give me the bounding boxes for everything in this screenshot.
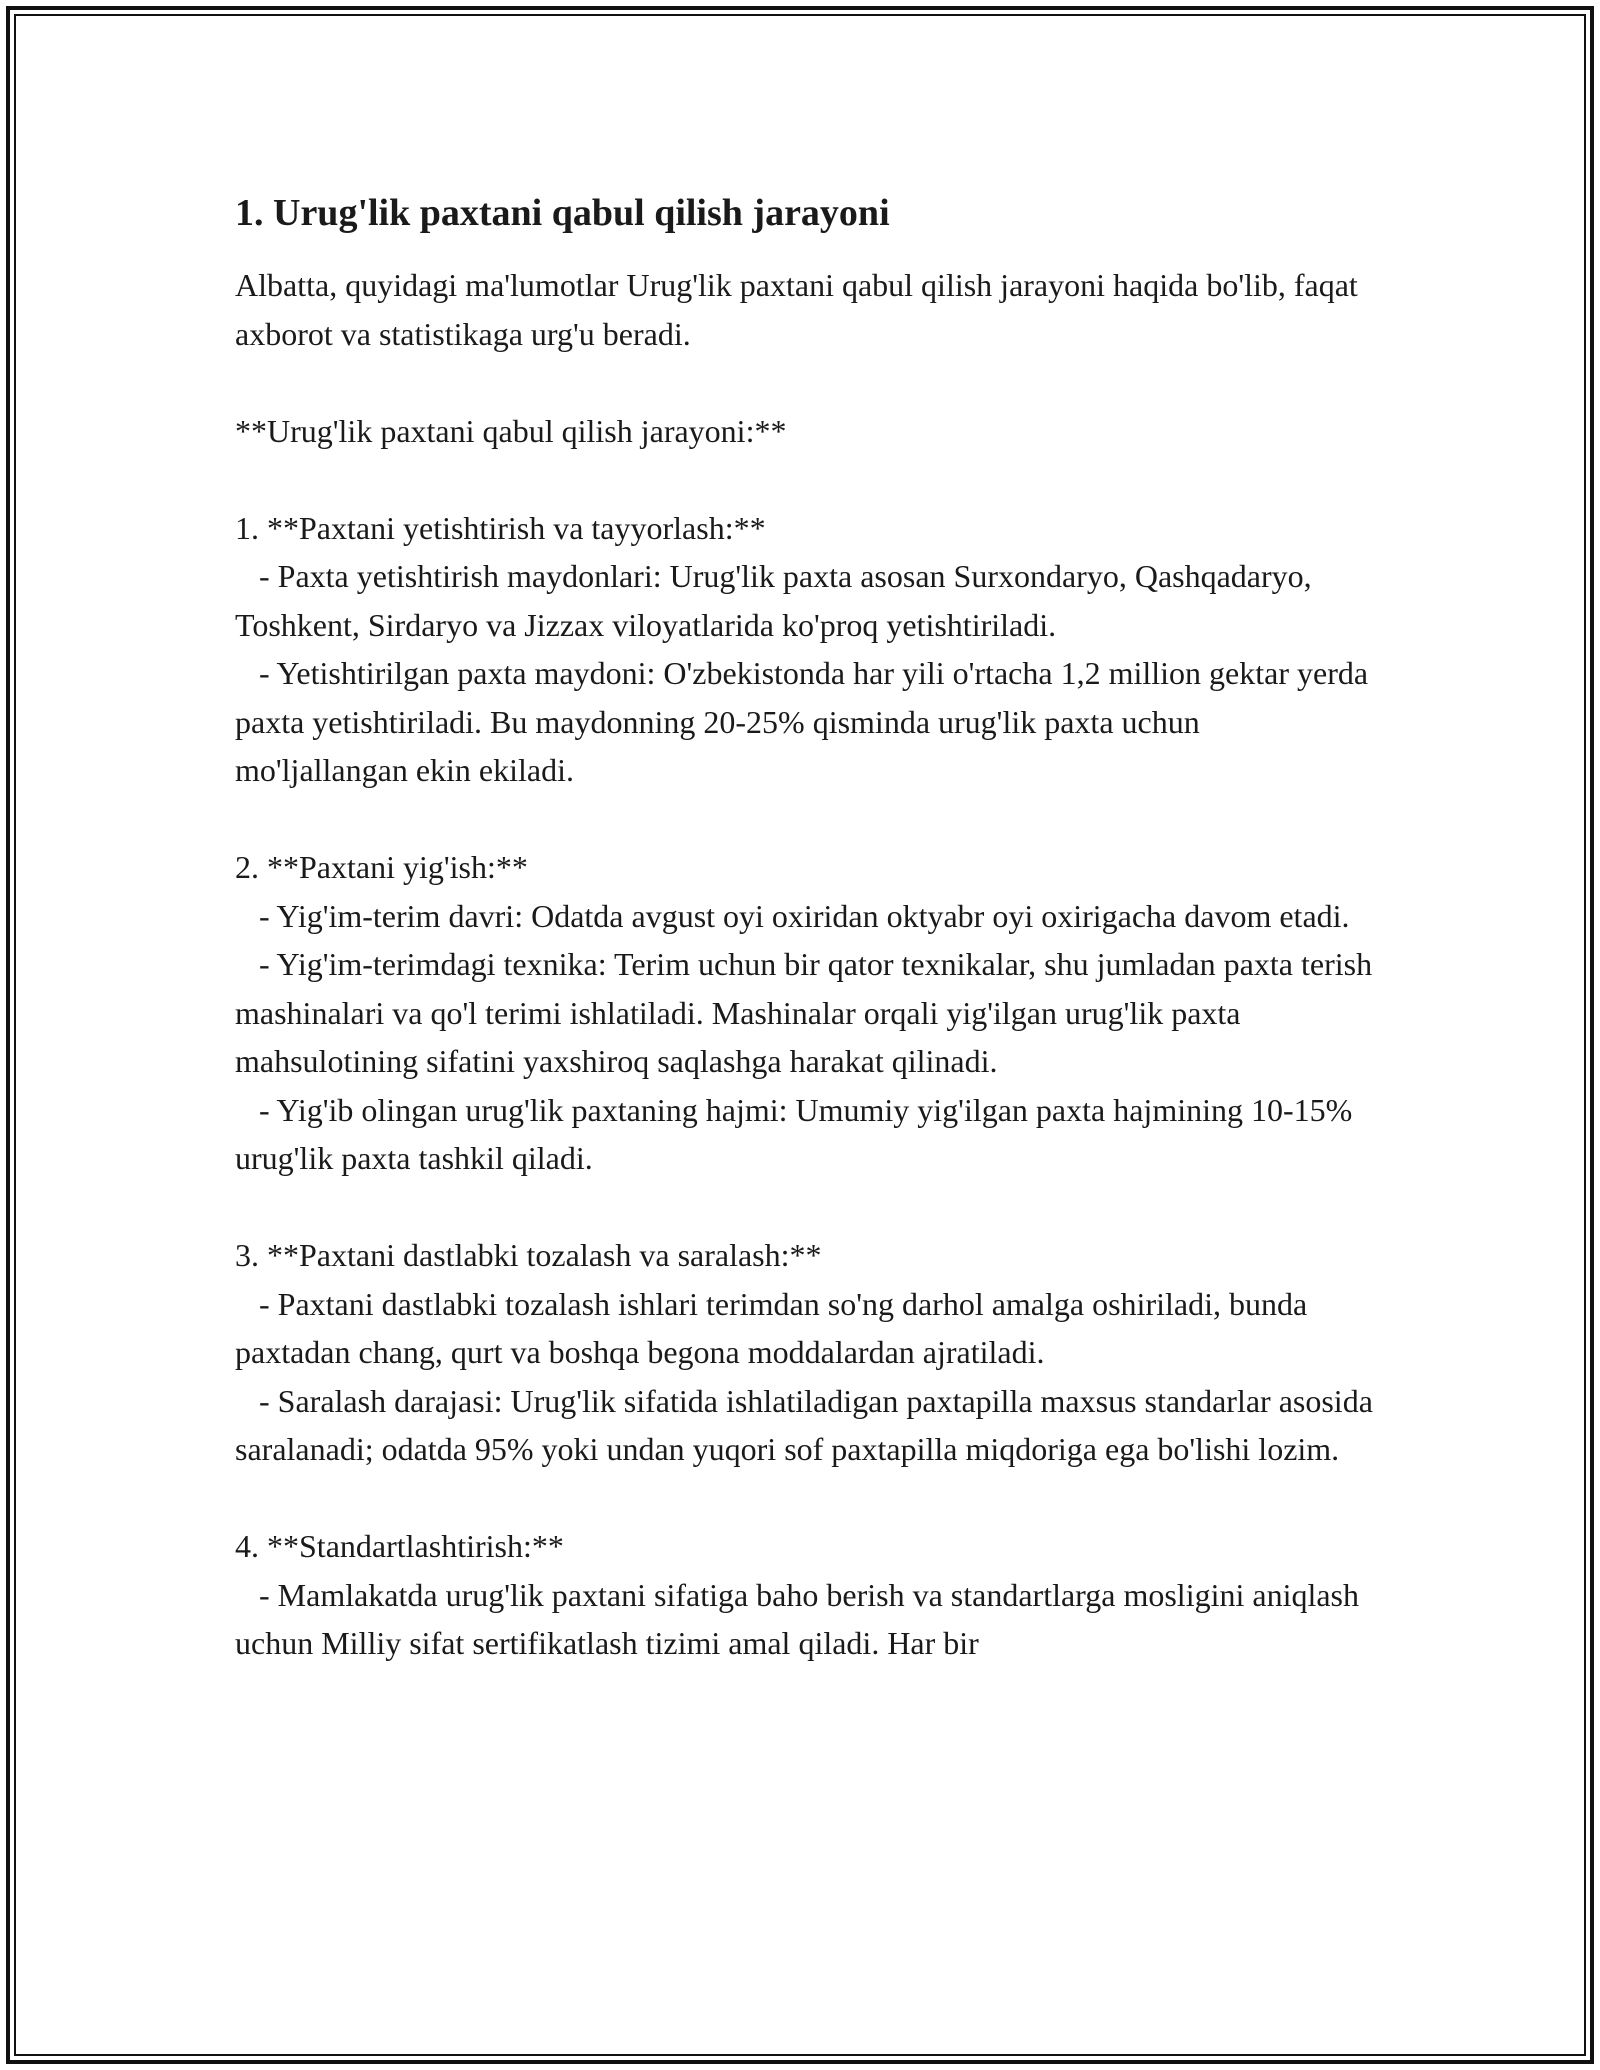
spacer (235, 1474, 1375, 1523)
section-heading: 4. **Standartlashtirish:** (235, 1528, 564, 1564)
section-item: - Yig'ib olingan urug'lik paxtaning hajmi: Umumiy yig'ilgan paxta hajmining 10-15% urug'lik paxta tashkil qiladi. (235, 1091, 1361, 1176)
subheading: **Urug'lik paxtani qabul qilish jarayoni:** (235, 412, 787, 449)
document-body (235, 185, 1381, 1668)
section-item: - Mamlakatda urug'lik paxtani sifatiga baho berish va standartlarga mosligini aniqlash uchun Milliy sifat sertifikatlash tizimi amal qiladi. Har bir (235, 1576, 1367, 1661)
spacer (235, 795, 1375, 844)
section-heading: 2. **Paxtani yig'ish:** (235, 849, 528, 885)
section-item: - Paxta yetishtirish maydonlari: Urug'lik paxta asosan Surxondaryo, Qashqadaryo, Toshkent, Sirdaryo va Jizzax viloyatlarida ko'proq yetishtiriladi. (235, 558, 1320, 643)
section-item: - Yig'im-terimdagi texnika: Terim uchun bir qator texnikalar, shu jumladan paxta terish mashinalari va qo'l terimi ishlatiladi. Mashinalar orqali yig'ilgan urug'lik paxta mahsulotining sifatini yaxshiroq saqlashga harakat qilinadi. (235, 946, 1381, 1079)
spacer (235, 455, 1375, 504)
document-title: 1. Urug'lik paxtani qabul qilish jarayoni (235, 192, 890, 234)
section-item: - Yetishtirilgan paxta maydoni: O'zbekistonda har yili o'rtacha 1,2 million gektar yerda paxta yetishtiriladi. Bu maydonning 20-25% qisminda urug'lik paxta uchun mo'ljallangan ekin ekiladi. (235, 655, 1377, 788)
section-heading: 3. **Paxtani dastlabki tozalash va saralash:** (235, 1237, 822, 1273)
spacer (235, 358, 1375, 407)
section-item: - Saralash darajasi: Urug'lik sifatida ishlatiladigan paxtapilla maxsus standarlar asosida saralanadi; odatda 95% yoki undan yuqori sof paxtapilla miqdoriga ega bo'lishi lozim. (235, 1382, 1381, 1467)
spacer (235, 1183, 1375, 1232)
section-item: - Paxtani dastlabki tozalash ishlari terimdan so'ng darhol amalga oshiriladi, bunda paxtadan chang, qurt va boshqa begona moddalardan ajratiladi. (235, 1285, 1316, 1370)
section-item: - Yig'im-terim davri: Odatda avgust oyi oxiridan oktyabr oyi oxirigacha davom etadi. (235, 897, 1350, 934)
section-heading: 1. **Paxtani yetishtirish va tayyorlash:** (235, 509, 766, 546)
intro-paragraph: Albatta, quyidagi ma'lumotlar Urug'lik paxtani qabul qilish jarayoni haqida bo'lib, faqat axborot va statistikaga urg'u beradi. (235, 267, 1366, 352)
